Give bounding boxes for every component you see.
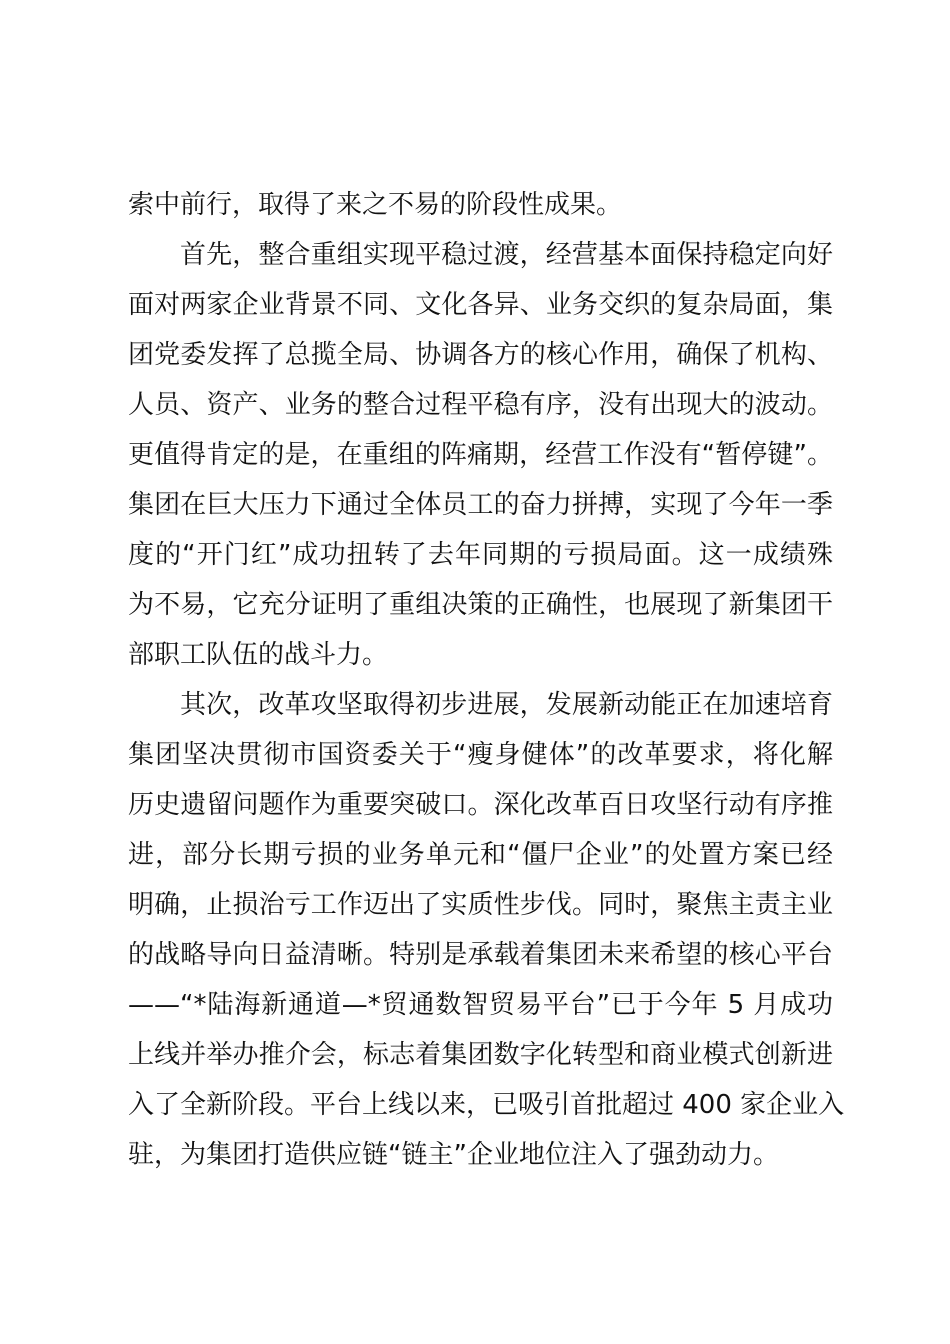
text-line: 的战略导向日益清晰。特别是承载着集团未来希望的核心平台 bbox=[128, 940, 833, 970]
text-line: ——“*陆海新通道—*贸通数智贸易平台”已于今年 5 月成功 bbox=[128, 990, 833, 1020]
text-line: 进，部分长期亏损的业务单元和“僵尸企业”的处置方案已经 bbox=[128, 840, 833, 870]
text-line: 驻，为集团打造供应链“链主”企业地位注入了强劲动力。 bbox=[128, 1140, 779, 1170]
text-line: 为不易，它充分证明了重组决策的正确性，也展现了新集团干 bbox=[128, 590, 833, 620]
text-line: 部职工队伍的战斗力。 bbox=[128, 640, 389, 670]
text-line: 面对两家企业背景不同、文化各异、业务交织的复杂局面，集 bbox=[128, 290, 833, 320]
text-line: 首先，整合重组实现平稳过渡，经营基本面保持稳定向好 bbox=[180, 240, 833, 270]
text-line: 更值得肯定的是，在重组的阵痛期，经营工作没有“暂停键”。 bbox=[128, 440, 833, 470]
text-line: 团党委发挥了总揽全局、协调各方的核心作用，确保了机构、 bbox=[128, 340, 833, 370]
text-line: 集团坚决贯彻市国资委关于“瘦身健体”的改革要求，将化解 bbox=[128, 740, 833, 770]
text-line: 其次，改革攻坚取得初步进展，发展新动能正在加速培育 bbox=[180, 690, 833, 720]
text-line: 历史遗留问题作为重要突破口。深化改革百日攻坚行动有序推 bbox=[128, 790, 833, 820]
text-line: 索中前行，取得了来之不易的阶段性成果。 bbox=[128, 190, 623, 220]
text-line: 集团在巨大压力下通过全体员工的奋力拼搏，实现了今年一季 bbox=[128, 490, 833, 520]
text-line: 上线并举办推介会，标志着集团数字化转型和商业模式创新进 bbox=[128, 1040, 833, 1070]
text-line: 入了全新阶段。平台上线以来，已吸引首批超过 400 家企业入 bbox=[128, 1090, 845, 1120]
text-line: 度的“开门红”成功扭转了去年同期的亏损局面。这一成绩殊 bbox=[128, 540, 833, 570]
text-line: 人员、资产、业务的整合过程平稳有序，没有出现大的波动。 bbox=[128, 390, 833, 420]
text-line: 明确，止损治亏工作迈出了实质性步伐。同时，聚焦主责主业 bbox=[128, 890, 833, 920]
